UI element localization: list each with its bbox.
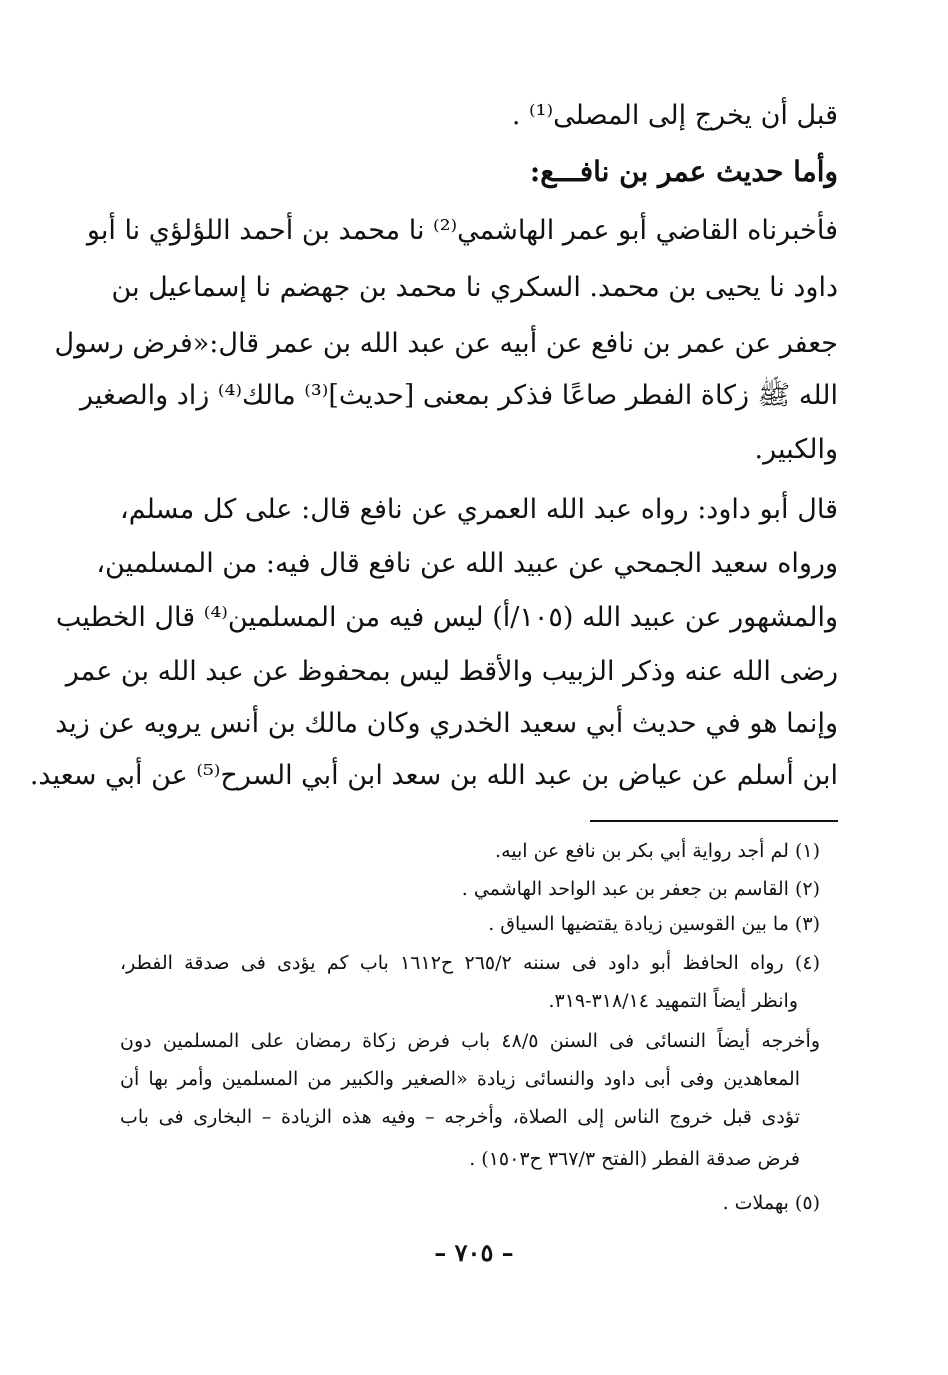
text-line: رضى الله عنه وذكر الزبيب والأقط ليس بمحفوظ عن عبد الله بن عمر xyxy=(65,656,838,687)
footnote-4: (٤) رواه الحافظ أبو داود فى سننه ٢٦٥/٢ ح١٦١٢ باب كم يؤدى فى صدقة الفطر، xyxy=(120,952,820,974)
text-line: قال أبو داود: رواه عبد الله العمري عن نافع قال: على كل مسلم، xyxy=(120,494,838,525)
text-line: فأخبرناه القاضي أبو عمر الهاشمي⁽²⁾ نا محمد بن أحمد اللؤلؤي نا أبو xyxy=(86,215,838,246)
text-line: وإنما هو في حديث أبي سعيد الخدري وكان مالك بن أنس يرويه عن زيد xyxy=(55,708,838,739)
footnote-5: (٥) بهملات . xyxy=(722,1192,820,1214)
text-line: جعفر عن عمر بن نافع عن أبيه عن عبد الله بن عمر قال:«فرض رسول xyxy=(54,328,838,359)
text-line: داود نا يحيى بن محمد. السكري نا محمد بن جهضم نا إسماعيل بن xyxy=(111,272,838,303)
footnote-4-line: تؤدى قبل خروج الناس إلى الصلاة، وأخرجه – وفيه هذه الزيادة – البخارى فى باب xyxy=(120,1106,800,1128)
text-line: الله ﷺ زكاة الفطر صاعًا فذكر بمعنى [حديث]⁽³⁾ مالك⁽⁴⁾ زاد والصغير xyxy=(79,380,838,411)
page-number: – ٧٠٥ – xyxy=(434,1238,514,1267)
footnote-2: (٢) القاسم بن جعفر بن عبد الواحد الهاشمي . xyxy=(461,878,820,900)
footnote-4-line: فرض صدقة الفطر (الفتح ٣٦٧/٣ ح١٥٠٣) . xyxy=(469,1148,800,1170)
text-line: ورواه سعيد الجمحي عن عبيد الله عن نافع قال فيه: من المسلمين، xyxy=(96,548,838,579)
section-heading: وأما حديث عمر بن نافـــع: xyxy=(529,155,838,188)
footnote-1: (١) لم أجد رواية أبي بكر بن نافع عن ابيه. xyxy=(495,840,820,862)
footnote-4-line: وأخرجه أيضاً النسائى فى السنن ٤٨/٥ باب فرض زكاة رمضان على المسلمين دون xyxy=(120,1030,820,1052)
footnote-4-line: وانظر أيضاً التمهيد ٣١٨/١٤-٣١٩. xyxy=(548,990,798,1012)
footnote-separator xyxy=(590,820,838,822)
text-line: قبل أن يخرج إلى المصلى⁽¹⁾ . xyxy=(511,100,838,131)
text-line: والمشهور عن عبيد الله (١٠٥/أ) ليس فيه من المسلمين⁽⁴⁾ قال الخطيب xyxy=(55,602,838,633)
footnote-3: (٣) ما بين القوسين زيادة يقتضيها السياق . xyxy=(488,913,820,935)
footnote-4-line: المعاهدين وفى أبى داود والنسائى زيادة «الصغير والكبير من المسلمين وأمر بها أن xyxy=(120,1068,800,1090)
text-line: والكبير. xyxy=(754,434,838,465)
text-line: ابن أسلم عن عياض بن عبد الله بن سعد ابن أبي السرح⁽⁵⁾ عن أبي سعيد. xyxy=(29,760,838,791)
